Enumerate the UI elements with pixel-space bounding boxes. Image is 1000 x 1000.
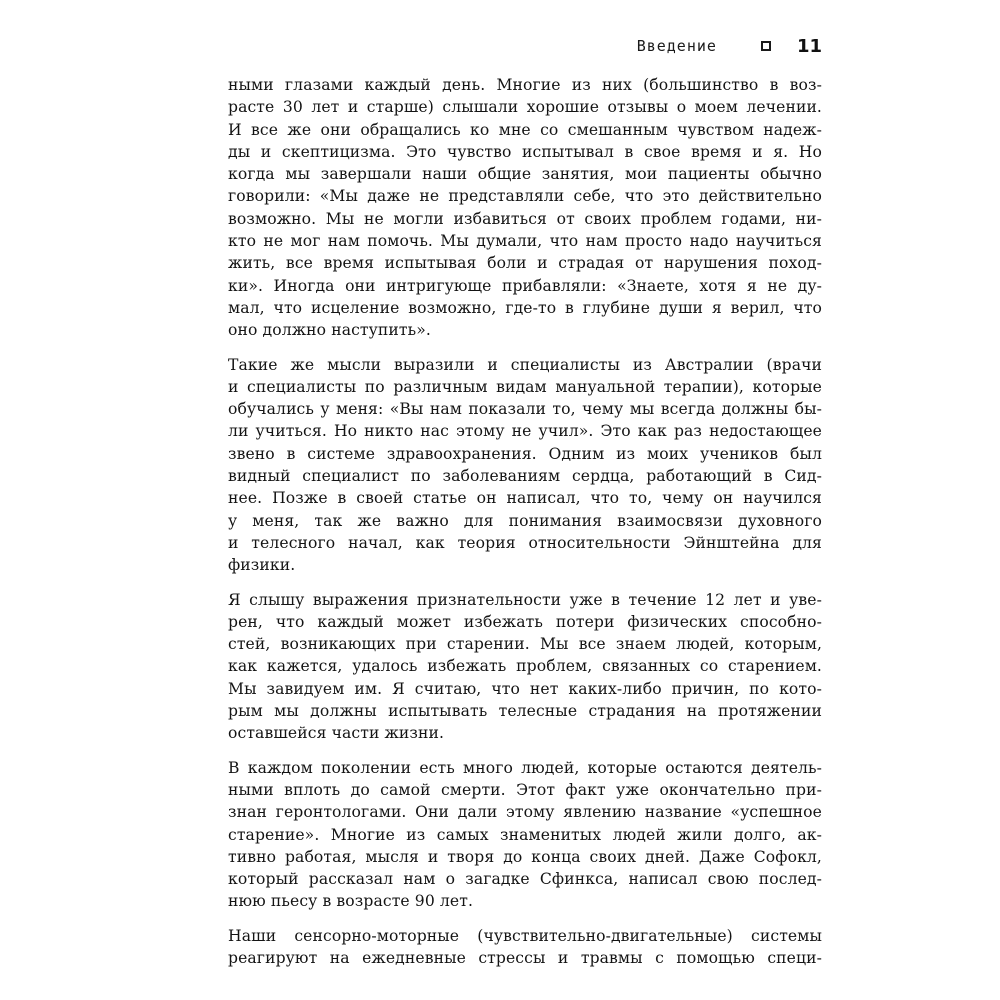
page-number: 11 <box>796 35 822 57</box>
text-line: расте 30 лет и старше) слышали хорошие отзывы о моем лечении. <box>228 98 822 117</box>
text-line: В каждом поколении есть много людей, которые остаются деятель- <box>228 758 822 777</box>
text-line: и телесного начал, как теория относительности Эйнштейна для <box>228 533 822 552</box>
text-line: ли учиться. Но никто нас этому не учил». Это как раз недостающее <box>228 422 822 441</box>
paragraph-5 <box>228 925 822 970</box>
text-line: когда мы завершали наши общие занятия, мои пациенты обычно <box>228 165 822 184</box>
text-line: нее. Позже в своей статье он написал, что то, чему он научился <box>228 489 822 508</box>
text-line: который рассказал нам о загадке Сфинкса, написал свою послед- <box>228 870 822 889</box>
paragraph-1 <box>228 74 822 342</box>
text-line: Наши сенсорно-моторные (чувствительно-двигательные) системы <box>228 926 822 945</box>
text-line: говорили: «Мы даже не представляли себе, что это действительно <box>228 187 822 206</box>
text-line: рым мы должны испытывать телесные страдания на протяжении <box>228 702 822 721</box>
text-line: стей, возникающих при старении. Мы все знаем людей, которым, <box>228 635 822 654</box>
text-line: ки». Иногда они интригующе прибавляли: «Знаете, хотя я не ду- <box>228 276 822 295</box>
text-line: у меня, так же важно для понимания взаимосвязи духовного <box>228 511 822 530</box>
text-line: звено в системе здравоохранения. Одним из моих учеников был <box>228 444 822 463</box>
text-line: тивно работая, мысля и творя до конца своих дней. Даже Софокл, <box>228 847 822 866</box>
text-line: ды и скептицизма. Это чувство испытывал в свое время и я. Но <box>228 142 822 161</box>
text-line: И все же они обращались ко мне со смешанным чувством надеж- <box>228 120 822 139</box>
text-line: старение». Многие из самых знаменитых людей жили долго, ак- <box>228 825 822 844</box>
section-title: Введение <box>636 37 717 55</box>
text-line: ными вплоть до самой смерти. Этот факт уже окончательно при- <box>228 780 822 799</box>
text-body <box>228 74 822 981</box>
text-line: оставшейся части жизни. <box>228 724 445 743</box>
text-line: Я слышу выражения признательности уже в течение 12 лет и уве- <box>228 590 822 609</box>
text-line: жить, все время испытывая боли и страдая от нарушения поход- <box>228 254 822 273</box>
paragraph-2 <box>228 354 822 577</box>
square-icon <box>761 41 771 51</box>
text-line: и специалисты по различным видам мануальной терапии), которые <box>228 377 822 396</box>
text-line: кто не мог нам помочь. Мы думали, что нам просто надо научиться <box>228 232 822 251</box>
text-line: знан геронтологами. Они дали этому явлению название «успешное <box>228 803 822 822</box>
text-line: оно должно наступить». <box>228 321 431 340</box>
text-line: возможно. Мы не могли избавиться от своих проблем годами, ни- <box>228 209 822 228</box>
running-head <box>637 34 822 58</box>
text-line: нюю пьесу в возрасте 90 лет. <box>228 892 474 911</box>
paragraph-3 <box>228 589 822 745</box>
text-line: ными глазами каждый день. Многие из них (большинство в воз- <box>228 76 822 94</box>
text-line: Такие же мысли выразили и специалисты из Австралии (врачи <box>228 355 822 374</box>
text-line: как кажется, удалось избежать проблем, связанных со старением. <box>228 657 822 676</box>
text-line: мал, что исцеление возможно, где-то в глубине души я верил, что <box>228 298 822 317</box>
text-line: Мы завидуем им. Я считаю, что нет каких-либо причин, по кото- <box>228 679 822 698</box>
text-line: физики. <box>228 556 296 575</box>
text-line: реагируют на ежедневные стрессы и травмы с помощью специ- <box>228 948 822 967</box>
text-line: видный специалист по заболеваниям сердца, работающий в Сид- <box>228 467 822 486</box>
text-line: обучались у меня: «Вы нам показали то, чему мы всегда должны бы- <box>228 400 822 419</box>
paragraph-4 <box>228 757 822 913</box>
text-line: рен, что каждый может избежать потери физических способно- <box>228 612 822 631</box>
